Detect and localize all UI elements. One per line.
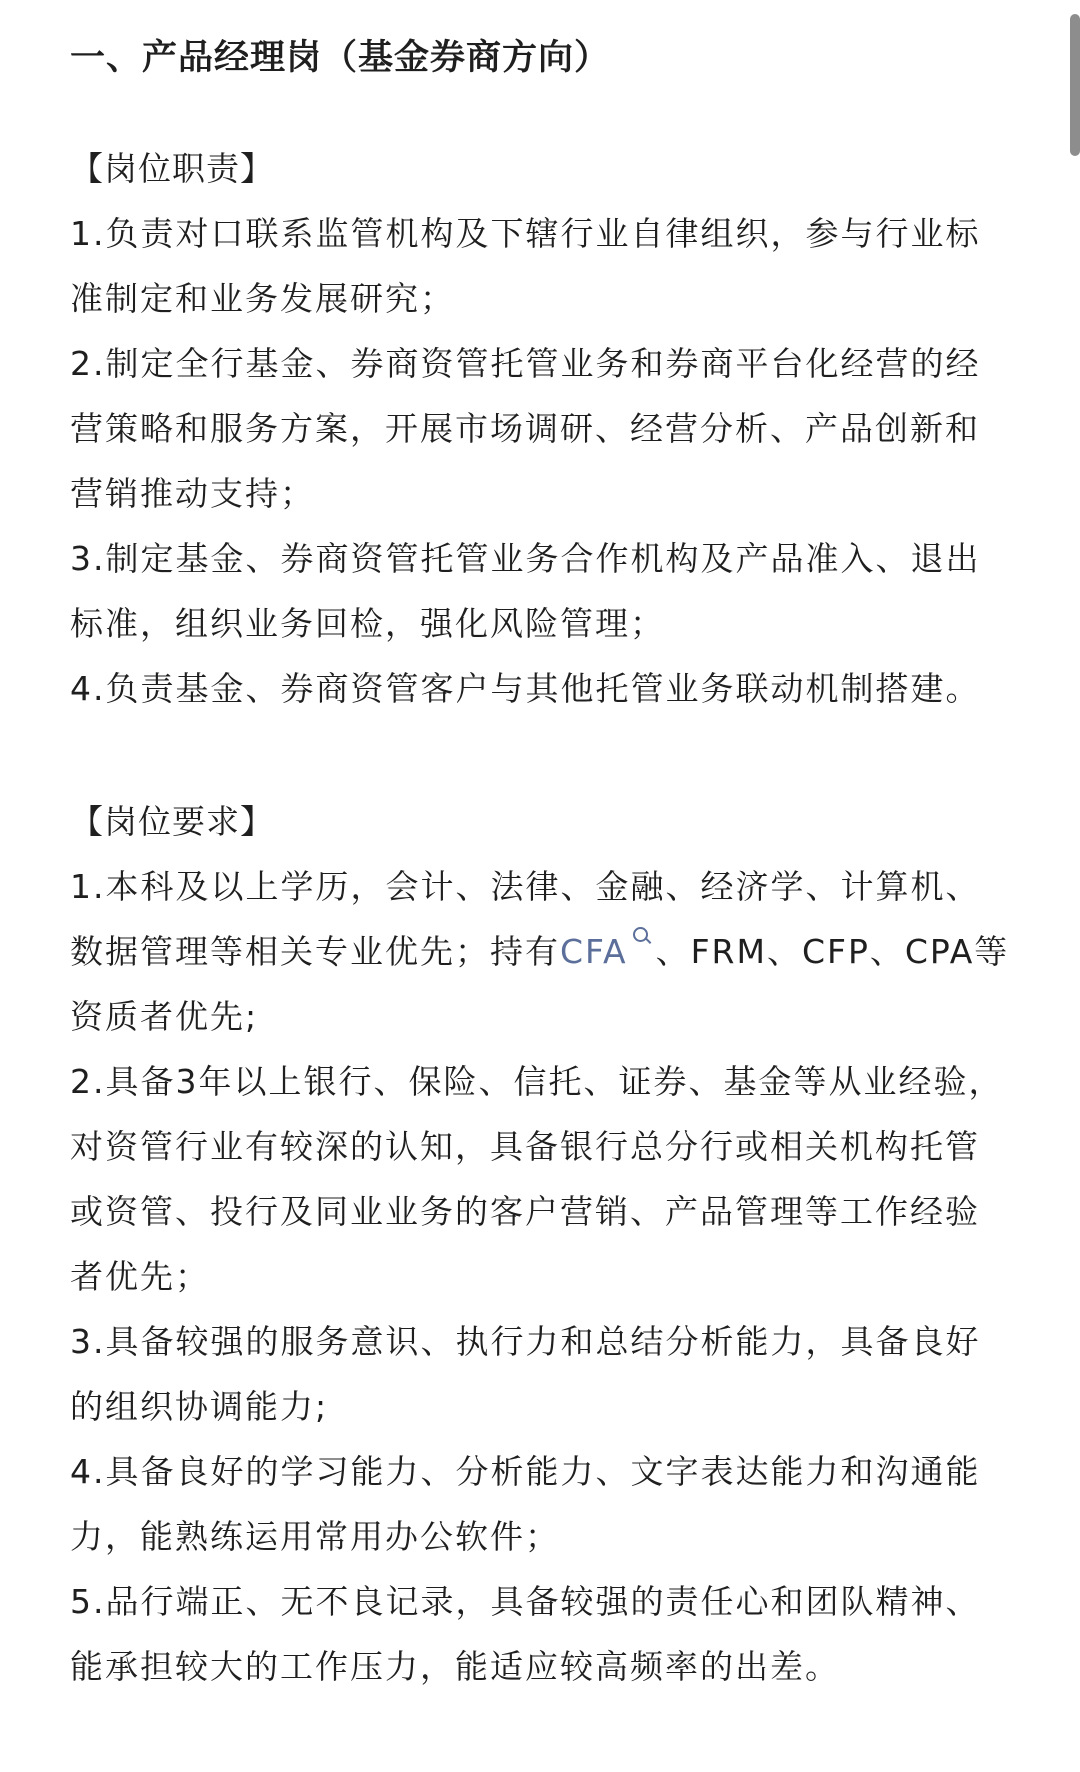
section-heading-responsibilities: 【岗位职责】 xyxy=(70,149,274,188)
requirement-text: 、FRM、CFP、CPA等资质者优先; xyxy=(70,932,1010,1036)
list-item: 3.制定基金、券商资管托管业务合作机构及产品准入、退出标准，组织业务回检，强化风险管理； xyxy=(70,539,981,643)
scrollbar[interactable] xyxy=(1070,14,1080,156)
requirement-text: 1.本科及以上学历，会计、法律、金融、经济学、计算机、数据管理等相关专业优先；持有 xyxy=(70,867,981,971)
page-title: 一、产品经理岗（基金券商方向） xyxy=(70,38,611,78)
list-item: 1.负责对口联系监管机构及下辖行业自律组织，参与行业标准制定和业务发展研究； xyxy=(70,214,981,318)
list-item: 2.制定全行基金、券商资管托管业务和券商平台化经营的经营策略和服务方案，开展市场调研、经营分析、产品创新和营销推动支持； xyxy=(70,344,981,513)
section-responsibilities xyxy=(70,136,1010,721)
list-item xyxy=(70,854,1010,1049)
list-item: 4.负责基金、券商资管客户与其他托管业务联动机制搭建。 xyxy=(70,669,981,708)
cfa-link[interactable]: CFA xyxy=(560,932,628,971)
list-item: 2.具备3年以上银行、保险、信托、证券、基金等从业经验，对资管行业有较深的认知，具备银行总分行或相关机构托管或资管、投行及同业业务的客户营销、产品管理等工作经验者优先； xyxy=(70,1062,1004,1296)
list-item: 4.具备良好的学习能力、分析能力、文字表达能力和沟通能力，能熟练运用常用办公软件； xyxy=(70,1452,981,1556)
section-requirements xyxy=(70,789,1010,1699)
section-heading-requirements: 【岗位要求】 xyxy=(70,802,274,841)
search-icon[interactable] xyxy=(632,927,650,945)
article xyxy=(70,28,1010,1699)
list-item: 5.品行端正、无不良记录，具备较强的责任心和团队精神、能承担较大的工作压力，能适应较高频率的出差。 xyxy=(70,1582,981,1686)
list-item: 3.具备较强的服务意识、执行力和总结分析能力，具备良好的组织协调能力; xyxy=(70,1322,981,1426)
